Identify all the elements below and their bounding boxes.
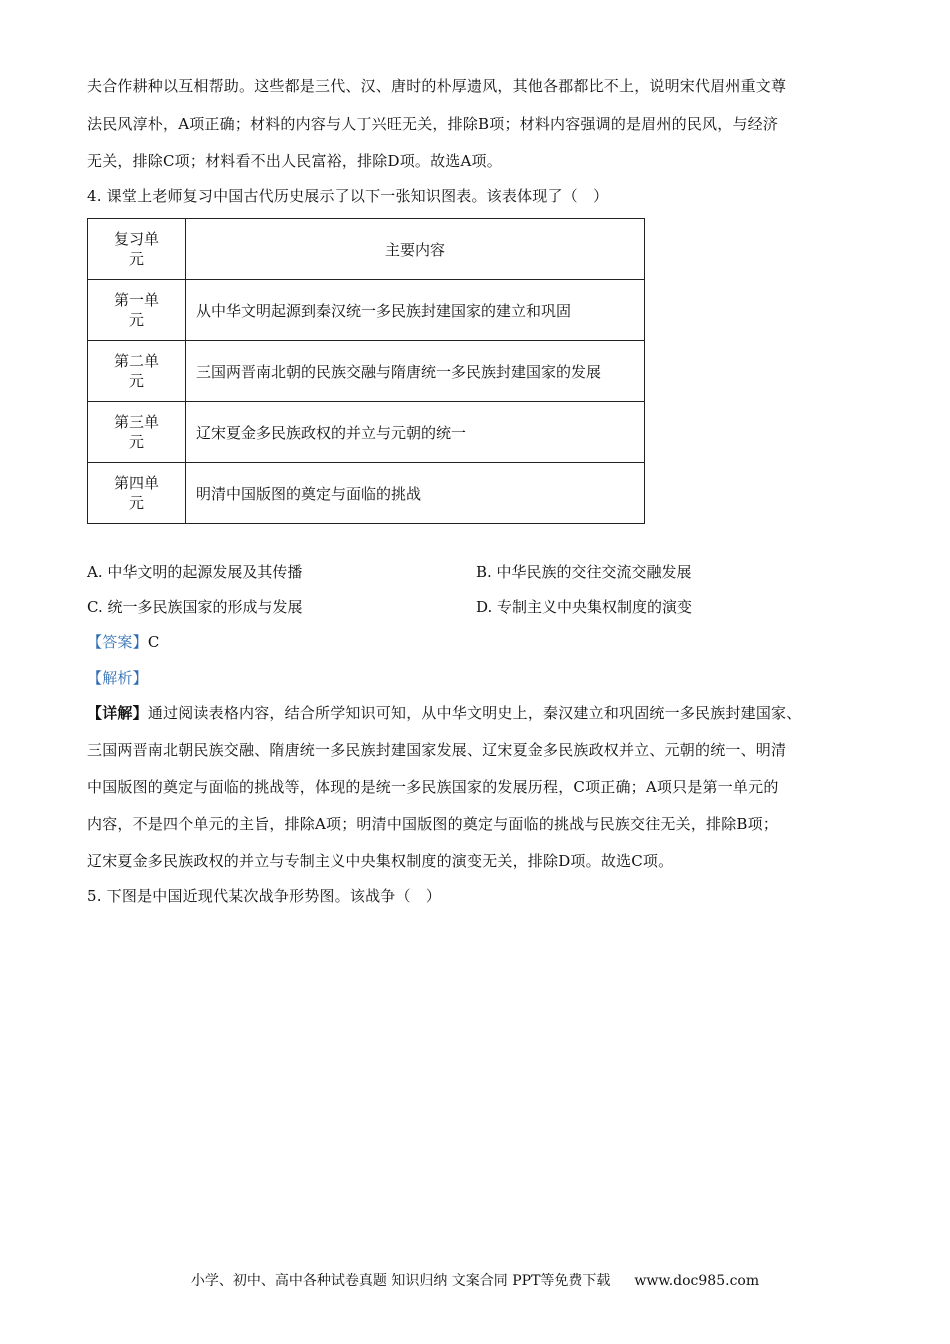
paragraph-line: 夫合作耕种以互相帮助。这些都是三代、汉、唐时的朴厚遗风，其他各郡都比不上，说明宋代眉州重文尊 <box>87 77 787 95</box>
page-footer <box>0 1270 950 1290</box>
table-row <box>88 280 645 341</box>
table-cell-content: 辽宋夏金多民族政权的并立与元朝的统一 <box>186 402 645 463</box>
option-a: A. 中华文明的起源发展及其传播 <box>87 563 303 581</box>
question-4-stem: 4. 课堂上老师复习中国古代历史展示了以下一张知识图表。该表体现了（ ） <box>87 187 609 205</box>
table-header-row <box>88 219 645 280</box>
table-cell-unit: 第四单 元 <box>88 463 186 524</box>
table-cell-content: 从中华文明起源到秦汉统一多民族封建国家的建立和巩固 <box>186 280 645 341</box>
detail-line: 内容，不是四个单元的主旨，排除A项；明清中国版图的奠定与面临的挑战与民族交往无关，排除B项； <box>87 815 779 833</box>
answer-value: C <box>147 633 160 651</box>
analysis-label: 【解析】 <box>87 669 148 687</box>
footer-text: 小学、初中、高中各种试卷真题 知识归纳 文案合同 PPT等免费下载 <box>190 1273 611 1289</box>
paragraph-line: 无关，排除C项；材料看不出人民富裕，排除D项。故选A项。 <box>87 152 502 170</box>
paragraph-line: 法民风淳朴，A项正确；材料的内容与人丁兴旺无关，排除B项；材料内容强调的是眉州的民风，与经济 <box>87 115 779 133</box>
table-row <box>88 341 645 402</box>
detail-line: 中国版图的奠定与面临的挑战等，体现的是统一多民族国家的发展历程，C项正确；A项只是第一单元的 <box>87 778 779 796</box>
answer-label: 【答案】 <box>87 633 148 651</box>
option-d: D. 专制主义中央集权制度的演变 <box>476 598 693 616</box>
table-cell-unit: 第一单 元 <box>88 280 186 341</box>
knowledge-table <box>87 218 645 524</box>
table-cell-unit: 第二单 元 <box>88 341 186 402</box>
table-header-content: 主要内容 <box>186 219 645 280</box>
footer-link[interactable]: www.doc985.com <box>634 1273 760 1289</box>
detail-label: 【详解】 <box>87 704 148 722</box>
table-cell-content: 明清中国版图的奠定与面临的挑战 <box>186 463 645 524</box>
question-5-stem: 5. 下图是中国近现代某次战争形势图。该战争（ ） <box>87 887 442 905</box>
table-row <box>88 402 645 463</box>
table-cell-unit: 第三单 元 <box>88 402 186 463</box>
table-header-unit: 复习单 元 <box>88 219 186 280</box>
option-b: B. 中华民族的交往交流交融发展 <box>476 563 692 581</box>
detail-line: 辽宋夏金多民族政权的并立与专制主义中央集权制度的演变无关，排除D项。故选C项。 <box>87 852 674 870</box>
detail-line: 三国两晋南北朝民族交融、隋唐统一多民族封建国家发展、辽宋夏金多民族政权并立、元朝的统一、明清 <box>87 741 787 759</box>
answer-line <box>87 632 160 652</box>
table-cell-content: 三国两晋南北朝的民族交融与隋唐统一多民族封建国家的发展 <box>186 341 645 402</box>
table-row <box>88 463 645 524</box>
option-c: C. 统一多民族国家的形成与发展 <box>87 598 303 616</box>
detail-line: 【详解】通过阅读表格内容，结合所学知识可知，从中华文明史上，秦汉建立和巩固统一多民族封建国家、 <box>87 704 802 722</box>
